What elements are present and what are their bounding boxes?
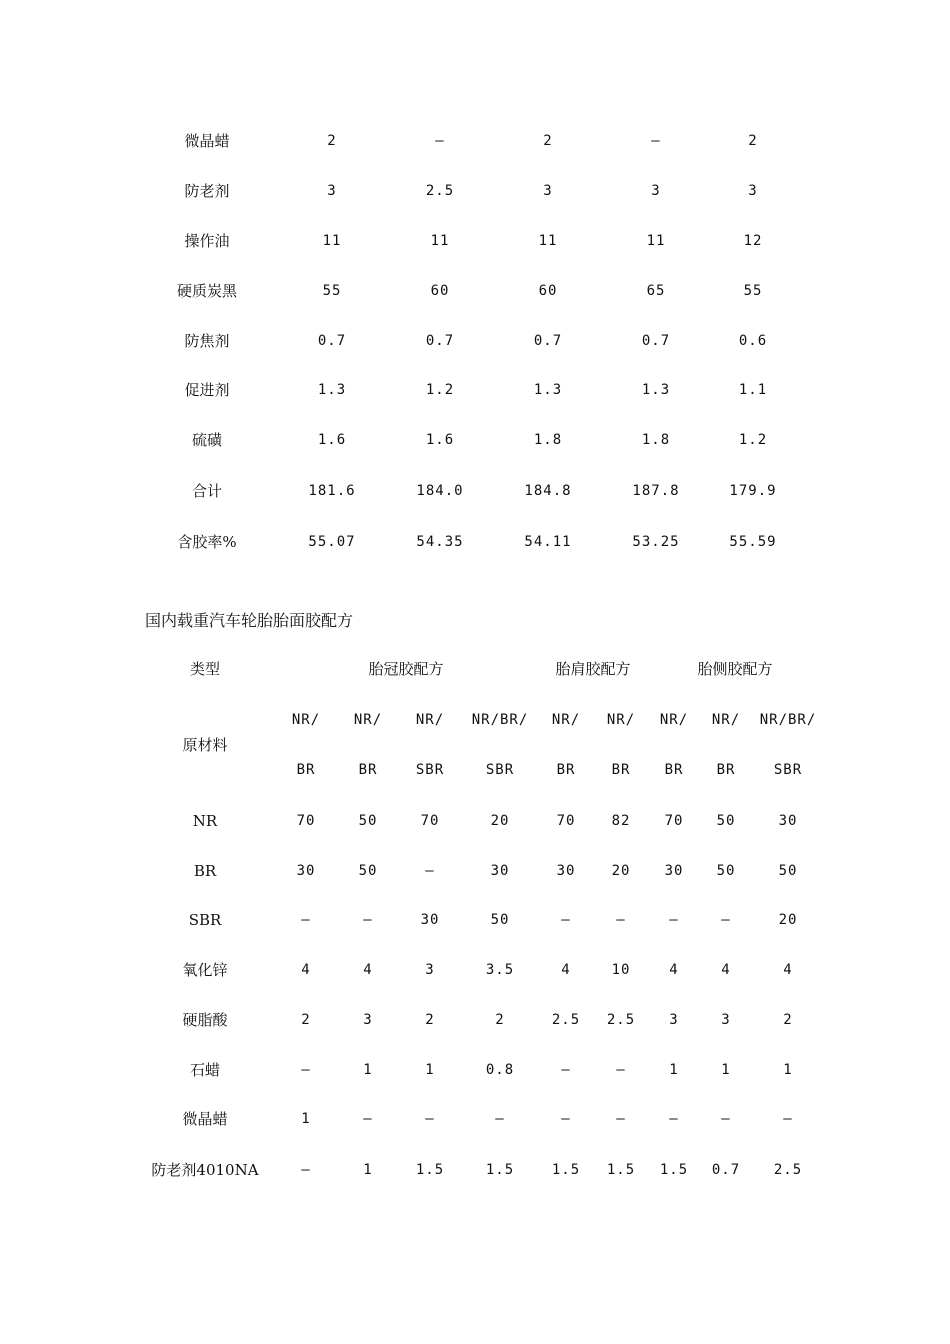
table-cell: 0.7	[317, 333, 347, 349]
row-label: 防老剂	[184, 182, 230, 200]
row-label: 防老剂4010NA	[151, 1161, 259, 1179]
table-cell: 1	[425, 1062, 435, 1078]
table-cell: 181.6	[308, 483, 356, 499]
row-label: 合计	[191, 482, 223, 500]
row-label: 石蜡	[189, 1061, 221, 1079]
table-cell: 1	[783, 1062, 793, 1078]
table-cell: —	[561, 1111, 571, 1127]
table-cell: 1.5	[659, 1162, 689, 1178]
table-cell: 1.6	[425, 432, 455, 448]
table-cell: 54.11	[524, 534, 572, 550]
table-cell: —	[301, 1162, 311, 1178]
table-cell: 50	[358, 863, 378, 879]
table-cell: 50	[778, 863, 798, 879]
row-label: 微晶蜡	[184, 132, 230, 150]
table-cell: 1	[363, 1062, 373, 1078]
table-cell: 2	[327, 133, 337, 149]
table-cell: 1.6	[317, 432, 347, 448]
table-cell: 3	[363, 1012, 373, 1028]
table-cell: 50	[716, 813, 736, 829]
table-cell: —	[425, 863, 435, 879]
column-header: NR/	[291, 712, 321, 728]
table-cell: 184.8	[524, 483, 572, 499]
row-label: 硬质炭黑	[176, 282, 238, 300]
table-cell: 50	[358, 813, 378, 829]
table-cell: 2	[783, 1012, 793, 1028]
table-cell: —	[616, 1062, 626, 1078]
table-cell: 60	[430, 283, 450, 299]
column-header: BR	[716, 762, 736, 778]
table-cell: 0.7	[641, 333, 671, 349]
table-cell: 20	[611, 863, 631, 879]
table-cell: 0.6	[738, 333, 768, 349]
table-cell: 11	[322, 233, 342, 249]
table-cell: 2	[543, 133, 553, 149]
column-header: BR	[664, 762, 684, 778]
table-cell: —	[561, 1062, 571, 1078]
table-cell: 12	[743, 233, 763, 249]
table-cell: —	[301, 1062, 311, 1078]
column-header: NR/BR/	[471, 712, 529, 728]
column-header: NR/	[606, 712, 636, 728]
table-cell: —	[495, 1111, 505, 1127]
table-cell: —	[363, 1111, 373, 1127]
table-cell: 2	[748, 133, 758, 149]
table-cell: —	[721, 1111, 731, 1127]
table-cell: 4	[301, 962, 311, 978]
column-header: NR/	[415, 712, 445, 728]
table-cell: 1	[301, 1111, 311, 1127]
column-header: BR	[556, 762, 576, 778]
column-header: NR/	[551, 712, 581, 728]
table-cell: 3	[425, 962, 435, 978]
table-cell: 11	[646, 233, 666, 249]
row-label: 微晶蜡	[182, 1110, 228, 1128]
table-cell: 1.5	[606, 1162, 636, 1178]
material-label: 原材料	[182, 736, 228, 754]
column-header: NR/	[711, 712, 741, 728]
row-label: 操作油	[184, 232, 230, 250]
table-cell: 179.9	[729, 483, 777, 499]
table-cell: 50	[490, 912, 510, 928]
table-cell: —	[561, 912, 571, 928]
table-cell: 0.7	[425, 333, 455, 349]
table-cell: 70	[420, 813, 440, 829]
table-cell: 3	[543, 183, 553, 199]
table-cell: 1.2	[425, 382, 455, 398]
table-cell: —	[363, 912, 373, 928]
section-title: 国内载重汽车轮胎胎面胶配方	[145, 611, 354, 630]
table-cell: 30	[664, 863, 684, 879]
table-cell: 30	[556, 863, 576, 879]
table-cell: 1.3	[641, 382, 671, 398]
table-cell: 70	[556, 813, 576, 829]
row-label: 氧化锌	[182, 961, 228, 979]
table-cell: 11	[430, 233, 450, 249]
table-cell: 1.2	[738, 432, 768, 448]
column-header: SBR	[485, 762, 515, 778]
table-cell: 2.5	[551, 1012, 581, 1028]
table-cell: 2.5	[773, 1162, 803, 1178]
table-cell: 4	[721, 962, 731, 978]
table-cell: 3	[721, 1012, 731, 1028]
table-cell: 3	[651, 183, 661, 199]
group-header-sidewall: 胎侧胶配方	[697, 660, 773, 678]
column-header: BR	[358, 762, 378, 778]
row-label: 含胶率%	[177, 533, 237, 551]
type-label: 类型	[189, 660, 221, 678]
table-cell: 60	[538, 283, 558, 299]
table-cell: 4	[669, 962, 679, 978]
table-cell: 55.07	[308, 534, 356, 550]
table-cell: 50	[716, 863, 736, 879]
column-header: NR/	[659, 712, 689, 728]
table-cell: 55	[322, 283, 342, 299]
table-cell: —	[669, 1111, 679, 1127]
table-cell: 65	[646, 283, 666, 299]
table-cell: 2.5	[606, 1012, 636, 1028]
row-label: 防焦剂	[184, 332, 230, 350]
table-cell: —	[669, 912, 679, 928]
row-label: 促进剂	[184, 381, 230, 399]
table-cell: 54.35	[416, 534, 464, 550]
table-cell: 1.8	[641, 432, 671, 448]
table-cell: 30	[778, 813, 798, 829]
table-cell: 11	[538, 233, 558, 249]
table-cell: 1	[363, 1162, 373, 1178]
table-cell: —	[651, 133, 661, 149]
table-cell: 2.5	[425, 183, 455, 199]
column-header: NR/BR/	[759, 712, 817, 728]
table-cell: 20	[778, 912, 798, 928]
table-cell: 70	[664, 813, 684, 829]
table-cell: 4	[363, 962, 373, 978]
table-cell: 0.8	[485, 1062, 515, 1078]
table-cell: 0.7	[533, 333, 563, 349]
row-label: SBR	[188, 911, 222, 929]
table-cell: 20	[490, 813, 510, 829]
row-label: 硬脂酸	[182, 1011, 228, 1029]
table-cell: 1.5	[415, 1162, 445, 1178]
column-header: SBR	[773, 762, 803, 778]
table-cell: —	[425, 1111, 435, 1127]
column-header: SBR	[415, 762, 445, 778]
table-cell: 3.5	[485, 962, 515, 978]
table-cell: 2	[425, 1012, 435, 1028]
table-cell: —	[301, 912, 311, 928]
group-header-crown: 胎冠胶配方	[368, 660, 444, 678]
table-cell: 2	[495, 1012, 505, 1028]
table-cell: 55.59	[729, 534, 777, 550]
table-cell: 1.3	[317, 382, 347, 398]
table-cell: —	[435, 133, 445, 149]
table-cell: 3	[748, 183, 758, 199]
table-cell: 30	[420, 912, 440, 928]
table-cell: 2	[301, 1012, 311, 1028]
row-label: BR	[193, 862, 217, 880]
table-cell: 1.3	[533, 382, 563, 398]
column-header: BR	[296, 762, 316, 778]
table-cell: 3	[327, 183, 337, 199]
row-label: 硫磺	[191, 431, 223, 449]
table-cell: 1.1	[738, 382, 768, 398]
table-cell: —	[616, 912, 626, 928]
row-label: NR	[192, 812, 218, 830]
table-cell: 184.0	[416, 483, 464, 499]
table-cell: 1.5	[485, 1162, 515, 1178]
table-cell: 53.25	[632, 534, 680, 550]
table-cell: 4	[783, 962, 793, 978]
table-cell: 1	[669, 1062, 679, 1078]
table-cell: 1.8	[533, 432, 563, 448]
column-header: NR/	[353, 712, 383, 728]
table-cell: —	[721, 912, 731, 928]
table-cell: 3	[669, 1012, 679, 1028]
table-cell: —	[616, 1111, 626, 1127]
group-header-shoulder: 胎肩胶配方	[555, 660, 631, 678]
table-cell: 30	[490, 863, 510, 879]
table-cell: 82	[611, 813, 631, 829]
table-cell: 10	[611, 962, 631, 978]
table-cell: 1	[721, 1062, 731, 1078]
table-cell: 187.8	[632, 483, 680, 499]
table-cell: 30	[296, 863, 316, 879]
table-cell: 70	[296, 813, 316, 829]
column-header: BR	[611, 762, 631, 778]
table-cell: 55	[743, 283, 763, 299]
table-cell: 1.5	[551, 1162, 581, 1178]
table-cell: 4	[561, 962, 571, 978]
table-cell: 0.7	[711, 1162, 741, 1178]
table-cell: —	[783, 1111, 793, 1127]
